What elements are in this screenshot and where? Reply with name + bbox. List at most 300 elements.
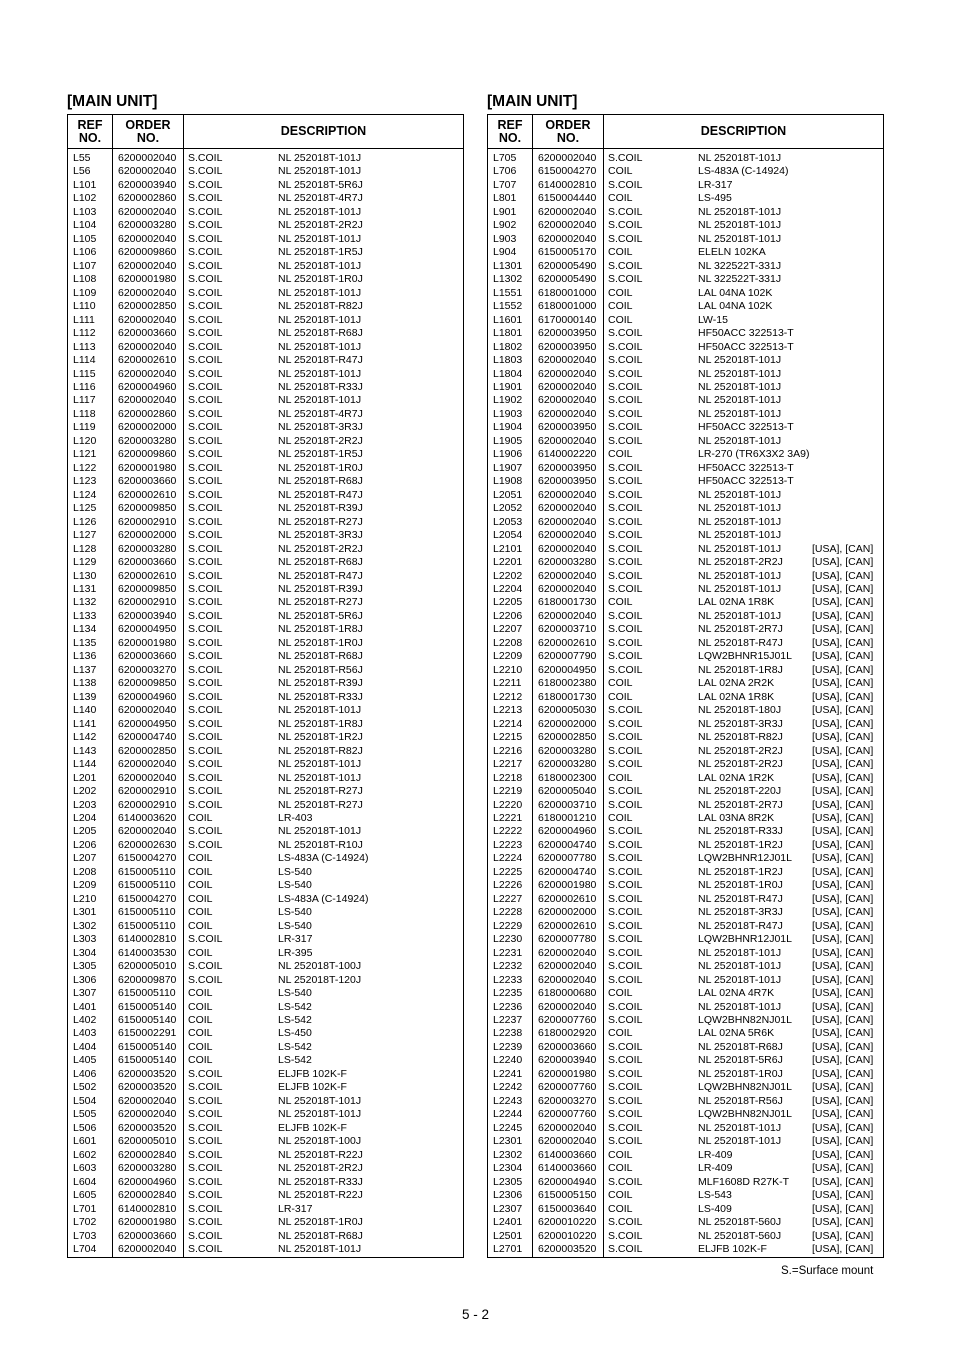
ref-no-cell: L2701 [493, 1242, 523, 1255]
part-type-cell: S.COIL [608, 1000, 643, 1013]
ref-no-cell: L2230 [493, 933, 523, 946]
part-type-cell: S.COIL [608, 515, 643, 528]
part-type-cell: S.COIL [188, 609, 223, 622]
order-no-cell: 6180002920 [538, 1027, 597, 1040]
ref-no-cell: L2101 [493, 542, 523, 555]
part-number-cell: LW-15 [698, 313, 728, 326]
part-number-cell: MLF1608D R27K-T [698, 1175, 790, 1188]
ref-no-cell: L134 [73, 623, 97, 636]
order-no-cell: 6200002610 [538, 919, 597, 932]
ref-no-cell: L1905 [493, 434, 523, 447]
order-no-cell: 6200005040 [538, 785, 597, 798]
table-row [68, 448, 463, 461]
part-type-cell: COIL [608, 246, 633, 259]
table-row [488, 974, 883, 987]
order-no-header: ORDER NO. [533, 115, 604, 148]
order-no-cell: 6200002040 [118, 771, 177, 784]
part-type-cell: S.COIL [608, 636, 643, 649]
part-number-cell: LAL 04NA 102K [698, 300, 773, 313]
part-number-cell: NL 252018T-R22J [278, 1148, 363, 1161]
table-row [488, 246, 883, 259]
part-type-cell: S.COIL [608, 798, 643, 811]
order-no-cell: 6200002840 [118, 1189, 177, 1202]
part-type-cell: COIL [608, 811, 633, 824]
order-no-cell: 6200002040 [118, 394, 177, 407]
ref-no-cell: L204 [73, 811, 97, 824]
region-note-cell: [USA], [CAN] [812, 1202, 874, 1215]
order-no-cell: 6180001000 [538, 286, 597, 299]
order-no-cell: 6150005170 [538, 246, 597, 259]
part-number-cell: NL 252018T-101J [278, 232, 362, 245]
table-row [68, 273, 463, 286]
order-no-cell: 6150004270 [118, 852, 177, 865]
part-number-cell: NL 252018T-R47J [278, 354, 363, 367]
order-no-cell: 6150005110 [118, 919, 176, 932]
table-row [68, 1230, 463, 1243]
order-no-cell: 6200004960 [118, 380, 177, 393]
order-no-cell: 6200002040 [118, 232, 177, 245]
part-type-cell: COIL [608, 690, 633, 703]
order-no-cell: 6150005110 [118, 987, 176, 1000]
table-row [68, 354, 463, 367]
table-row [68, 1135, 463, 1148]
order-no-cell: 6200002630 [118, 838, 177, 851]
part-number-cell: NL 252018T-1R5J [278, 448, 363, 461]
table-row [68, 852, 463, 865]
description-header: DESCRIPTION [280, 124, 367, 138]
order-no-cell: 6200002850 [118, 300, 177, 313]
part-type-cell: S.COIL [188, 515, 223, 528]
table-row [68, 165, 463, 178]
part-type-cell: S.COIL [188, 663, 223, 676]
order-no-cell: 6200003520 [538, 1242, 597, 1255]
table-row [488, 394, 883, 407]
part-type-cell: S.COIL [608, 367, 643, 380]
order-no-cell: 6200003950 [538, 421, 597, 434]
part-number-cell: NL 322522T-331J [698, 259, 782, 272]
part-type-cell: COIL [188, 852, 213, 865]
ref-no-cell: L2227 [493, 892, 523, 905]
part-number-cell: LQW2BHN82NJ01L [698, 1014, 792, 1026]
part-number-cell: NL 252018T-101J [698, 542, 782, 555]
part-number-cell: NL 252018T-220J [698, 785, 782, 798]
part-number-cell: NL 252018T-R33J [278, 380, 363, 393]
order-no-cell: 6150002291 [118, 1027, 177, 1040]
part-type-cell: S.COIL [608, 232, 643, 245]
table-row [68, 529, 463, 542]
part-type-cell: S.COIL [188, 1242, 223, 1255]
part-type-cell: S.COIL [188, 448, 223, 461]
part-number-cell: NL 252018T-101J [278, 1108, 362, 1121]
region-note-cell: [USA], [CAN] [812, 1216, 874, 1229]
ref-no-cell: L502 [73, 1081, 97, 1094]
part-number-cell: NL 252018T-1R0J [278, 273, 363, 286]
part-type-cell: S.COIL [608, 838, 643, 851]
order-no-cell: 6200003280 [538, 556, 597, 569]
part-number-cell: LS-409 [698, 1202, 732, 1215]
ref-no-cell: L2242 [493, 1081, 523, 1094]
part-number-cell: LS-483A (C-14924) [278, 852, 369, 865]
table-row [68, 677, 463, 690]
order-no-cell: 6200002040 [538, 407, 597, 420]
part-number-cell: NL 252018T-101J [698, 394, 782, 407]
ref-no-cell: L2305 [493, 1175, 523, 1188]
order-no-cell: 6200004950 [118, 717, 177, 730]
table-row [488, 650, 883, 663]
part-type-cell: S.COIL [188, 380, 223, 393]
part-type-cell: COIL [608, 1202, 633, 1215]
ref-no-cell: L201 [73, 771, 97, 784]
part-type-cell: COIL [188, 906, 213, 919]
part-number-cell: LR-403 [278, 811, 313, 824]
table-row [68, 1014, 463, 1027]
part-number-cell: NL 252018T-2R2J [278, 219, 363, 232]
part-type-cell: S.COIL [188, 246, 223, 259]
order-no-cell: 6200002040 [538, 583, 597, 595]
order-no-cell: 6200003660 [118, 556, 177, 569]
order-no-cell: 6180002300 [538, 771, 597, 784]
order-no-cell: 6180001000 [538, 300, 597, 313]
part-number-cell: NL 252018T-4R7J [278, 192, 363, 205]
part-type-cell: COIL [608, 987, 633, 1000]
part-number-cell: NL 252018T-101J [278, 1242, 362, 1255]
order-no-cell: 6200004740 [118, 731, 177, 744]
table-row [488, 408, 883, 421]
table-row [68, 462, 463, 475]
table-row [488, 1108, 883, 1121]
table-row [488, 475, 883, 488]
order-no-cell: 6200002040 [538, 1135, 597, 1148]
region-note-cell: [USA], [CAN] [812, 758, 874, 771]
part-number-cell: NL 252018T-2R2J [278, 542, 363, 555]
part-number-cell: NL 252018T-101J [278, 1094, 362, 1107]
table-row [68, 192, 463, 205]
table-row [68, 287, 463, 300]
part-type-cell: S.COIL [188, 838, 223, 851]
table-row [488, 718, 883, 731]
ref-no-cell: L2304 [493, 1162, 523, 1175]
region-note-cell: [USA], [CAN] [812, 798, 874, 811]
ref-no-cell: L2233 [493, 973, 523, 986]
ref-no-cell: L2218 [493, 771, 523, 784]
part-type-cell: COIL [188, 946, 213, 959]
table-row [488, 799, 883, 812]
region-note-cell: [USA], [CAN] [812, 852, 874, 865]
ref-no-cell: L701 [73, 1202, 97, 1215]
order-no-cell: 6200004960 [538, 825, 597, 838]
ref-no-cell: L209 [73, 879, 97, 892]
order-no-cell: 6200005030 [538, 704, 597, 717]
part-type-cell: S.COIL [608, 407, 643, 420]
ref-no-cell: L307 [73, 987, 97, 1000]
ref-no-cell: L2229 [493, 919, 523, 932]
order-no-cell: 6180002380 [538, 677, 597, 690]
order-no-cell: 6140002810 [118, 933, 177, 946]
ref-no-cell: L1552 [493, 300, 523, 313]
ref-no-cell: L141 [73, 717, 97, 730]
ref-no-cell: L55 [73, 152, 91, 164]
table-row [68, 610, 463, 623]
region-note-cell: [USA], [CAN] [812, 1121, 874, 1134]
order-no-cell: 6200003280 [118, 434, 177, 447]
table-row [488, 1041, 883, 1054]
ref-no-cell: L702 [73, 1216, 97, 1229]
ref-no-cell: L1907 [493, 461, 523, 474]
part-number-cell: LAL 03NA 8R2K [698, 811, 775, 824]
order-no-cell: 6200007760 [538, 1081, 597, 1094]
table-row [488, 529, 883, 542]
table-row [488, 583, 883, 596]
table-row [488, 368, 883, 381]
part-number-cell: NL 252018T-1R5J [278, 246, 363, 259]
part-number-cell: NL 252018T-1R8J [278, 623, 363, 636]
part-type-cell: COIL [188, 1000, 213, 1013]
table-row [68, 785, 463, 798]
ref-no-cell: L2215 [493, 731, 523, 744]
ref-no-cell: L505 [73, 1108, 97, 1121]
part-type-cell: S.COIL [188, 407, 223, 420]
ref-no-cell: L1301 [493, 259, 523, 272]
table-row [68, 623, 463, 636]
ref-no-cell: L2217 [493, 758, 523, 771]
order-no-cell: 6200003280 [118, 542, 177, 555]
ref-no-cell: L801 [493, 192, 517, 205]
region-note-cell: [USA], [CAN] [812, 811, 874, 824]
order-no-cell: 6200002040 [118, 367, 177, 380]
part-number-cell: NL 252018T-101J [698, 583, 782, 595]
ref-no-cell: L207 [73, 852, 97, 865]
table-row [488, 502, 883, 515]
part-type-cell: S.COIL [608, 421, 643, 434]
ref-no-cell: L101 [73, 178, 97, 191]
part-type-cell: S.COIL [188, 1162, 223, 1175]
ref-no-cell: L2210 [493, 663, 523, 676]
order-no-cell: 6150005110 [118, 865, 176, 878]
order-no-cell: 6200003280 [538, 744, 597, 757]
part-type-cell: S.COIL [188, 340, 223, 353]
order-no-cell: 6200003520 [118, 1067, 177, 1080]
order-no-cell: 6200002040 [538, 973, 597, 986]
ref-no-header: REF NO. [488, 115, 533, 148]
part-number-cell: NL 252018T-101J [698, 609, 782, 622]
part-number-cell: NL 252018T-R47J [698, 919, 783, 932]
part-type-cell: COIL [188, 865, 213, 878]
ref-no-cell: L1601 [493, 313, 523, 326]
part-number-cell: NL 252018T-R33J [698, 825, 783, 838]
region-note-cell: [USA], [CAN] [812, 960, 874, 973]
part-type-cell: S.COIL [188, 569, 223, 582]
ref-no-cell: L111 [73, 313, 95, 326]
table-row [68, 1243, 463, 1256]
part-type-cell: S.COIL [188, 300, 223, 313]
table-row [68, 893, 463, 906]
part-number-cell: NL 252018T-101J [698, 488, 782, 501]
part-type-cell: S.COIL [188, 1189, 223, 1202]
part-number-cell: NL 252018T-101J [698, 502, 782, 515]
part-type-cell: S.COIL [608, 785, 643, 798]
ref-no-cell: L104 [73, 219, 97, 232]
part-type-cell: S.COIL [188, 1135, 223, 1148]
part-type-cell: S.COIL [188, 583, 223, 595]
ref-no-cell: L144 [73, 758, 97, 771]
part-number-cell: NL 252018T-R33J [278, 1175, 363, 1188]
order-no-cell: 6150005110 [118, 906, 176, 919]
ref-no-cell: L2220 [493, 798, 523, 811]
order-no-cell: 6200002040 [538, 960, 597, 973]
table-row [488, 691, 883, 704]
part-type-cell: COIL [608, 1162, 633, 1175]
ref-no-cell: L603 [73, 1162, 97, 1175]
part-type-cell: S.COIL [188, 758, 223, 771]
part-number-cell: NL 252018T-R47J [698, 636, 783, 649]
table-row [488, 1081, 883, 1094]
table-row [488, 637, 883, 650]
table-row [68, 947, 463, 960]
order-no-cell: 6200002040 [538, 380, 597, 393]
ref-no-cell: L1802 [493, 340, 523, 353]
order-no-cell: 6200001980 [118, 461, 177, 474]
ref-no-cell: L2213 [493, 704, 523, 717]
part-type-cell: S.COIL [188, 785, 223, 798]
order-no-cell: 6200002040 [538, 1000, 597, 1013]
part-type-cell: S.COIL [188, 529, 223, 542]
part-number-cell: NL 252018T-560J [698, 1229, 782, 1242]
order-no-cell: 6200005010 [118, 960, 177, 973]
order-no-cell: 6200003950 [538, 475, 597, 488]
part-type-cell: S.COIL [608, 542, 643, 555]
order-no-cell: 6150004440 [538, 192, 597, 205]
ref-no-cell: L109 [73, 286, 97, 299]
order-no-cell: 6200002040 [118, 758, 177, 771]
part-number-cell: NL 252018T-1R0J [698, 1067, 783, 1080]
part-number-cell: NL 252018T-3R3J [698, 717, 783, 730]
part-type-cell: S.COIL [188, 556, 223, 569]
ref-no-cell: L2243 [493, 1094, 523, 1107]
region-note-cell: [USA], [CAN] [812, 906, 874, 919]
table-row [68, 1001, 463, 1014]
ref-no-cell: L117 [73, 394, 96, 407]
table-row [488, 300, 883, 313]
region-note-cell: [USA], [CAN] [812, 677, 874, 690]
part-type-cell: S.COIL [608, 1121, 643, 1134]
order-no-cell: 6200002860 [118, 407, 177, 420]
ref-no-cell: L704 [73, 1242, 97, 1255]
ref-no-cell: L707 [493, 178, 517, 191]
table-row [488, 1176, 883, 1189]
table-row [68, 233, 463, 246]
ref-no-cell: L902 [493, 219, 517, 232]
part-type-cell: S.COIL [608, 1054, 643, 1067]
order-no-cell: 6140002810 [538, 178, 597, 191]
part-number-cell: NL 252018T-1R2J [698, 838, 783, 851]
ref-no-cell: L2214 [493, 717, 523, 730]
table-header [488, 115, 883, 149]
ref-no-cell: L205 [73, 825, 97, 838]
order-no-cell: 6200002910 [118, 785, 177, 798]
part-number-cell: LAL 02NA 5R6K [698, 1027, 775, 1040]
table-row [488, 1203, 883, 1216]
order-no-cell: 6150004270 [118, 892, 177, 905]
order-no-cell: 6200010220 [538, 1216, 597, 1229]
part-type-cell: COIL [188, 811, 213, 824]
ref-no-cell: L602 [73, 1148, 97, 1161]
part-type-cell: S.COIL [608, 259, 643, 272]
part-number-cell: LS-483A (C-14924) [278, 892, 369, 905]
part-type-cell: S.COIL [608, 1067, 643, 1080]
part-type-cell: COIL [188, 892, 213, 905]
part-type-cell: COIL [608, 165, 633, 178]
ref-no-cell: L2501 [493, 1229, 523, 1242]
part-type-cell: S.COIL [188, 286, 223, 299]
table-row [488, 906, 883, 919]
part-number-cell: NL 252018T-101J [698, 1121, 782, 1134]
part-type-cell: COIL [608, 1027, 633, 1040]
table-row [68, 556, 463, 569]
table-row [488, 812, 883, 825]
part-number-cell: NL 252018T-1R0J [278, 1216, 363, 1229]
part-number-cell: LQW2BHN82NJ01L [698, 1108, 792, 1121]
part-type-cell: S.COIL [188, 1108, 223, 1121]
ref-no-cell: L132 [73, 596, 97, 609]
region-note-cell: [USA], [CAN] [812, 973, 874, 986]
ref-no-cell: L2235 [493, 987, 523, 1000]
part-type-cell: S.COIL [188, 636, 223, 649]
part-number-cell: NL 252018T-101J [278, 205, 362, 218]
region-note-cell: [USA], [CAN] [812, 1229, 874, 1242]
part-number-cell: NL 252018T-4R7J [278, 407, 363, 420]
part-type-cell: COIL [188, 987, 213, 1000]
region-note-cell: [USA], [CAN] [812, 1054, 874, 1067]
part-number-cell: NL 252018T-100J [278, 960, 362, 973]
part-type-cell: S.COIL [188, 313, 223, 326]
table-row [488, 664, 883, 677]
order-no-cell: 6200004950 [538, 663, 597, 676]
table-row [488, 758, 883, 771]
table-row [488, 866, 883, 879]
ref-no-cell: L105 [73, 232, 97, 245]
part-type-cell: S.COIL [188, 771, 223, 784]
ref-no-cell: L2202 [493, 569, 523, 582]
part-number-cell: NL 252018T-2R2J [278, 434, 363, 447]
part-number-cell: NL 252018T-1R8J [278, 717, 363, 730]
order-no-cell: 6140003530 [118, 946, 177, 959]
ref-no-cell: L103 [73, 205, 97, 218]
ref-no-cell: L139 [73, 690, 97, 703]
part-type-cell: S.COIL [608, 704, 643, 717]
part-type-cell: S.COIL [188, 165, 223, 178]
table-row [488, 179, 883, 192]
ref-no-cell: L2204 [493, 583, 523, 595]
part-type-cell: S.COIL [608, 205, 643, 218]
part-number-cell: NL 252018T-R68J [278, 1229, 363, 1242]
part-type-cell: S.COIL [188, 1148, 223, 1161]
part-number-cell: NL 252018T-101J [278, 704, 362, 717]
region-note-cell: [USA], [CAN] [812, 785, 874, 798]
table-row [488, 489, 883, 502]
part-type-cell: S.COIL [608, 556, 643, 569]
part-type-cell: COIL [188, 879, 213, 892]
table-row [68, 1203, 463, 1216]
part-number-cell: NL 252018T-101J [278, 165, 362, 178]
table-row [68, 718, 463, 731]
part-number-cell: NL 252018T-560J [698, 1216, 782, 1229]
part-type-cell: S.COIL [608, 434, 643, 447]
part-type-cell: S.COIL [188, 502, 223, 515]
table-row [488, 1230, 883, 1243]
table-row [488, 852, 883, 865]
ref-no-cell: L403 [73, 1027, 97, 1040]
order-no-cell: 6200004950 [118, 623, 177, 636]
